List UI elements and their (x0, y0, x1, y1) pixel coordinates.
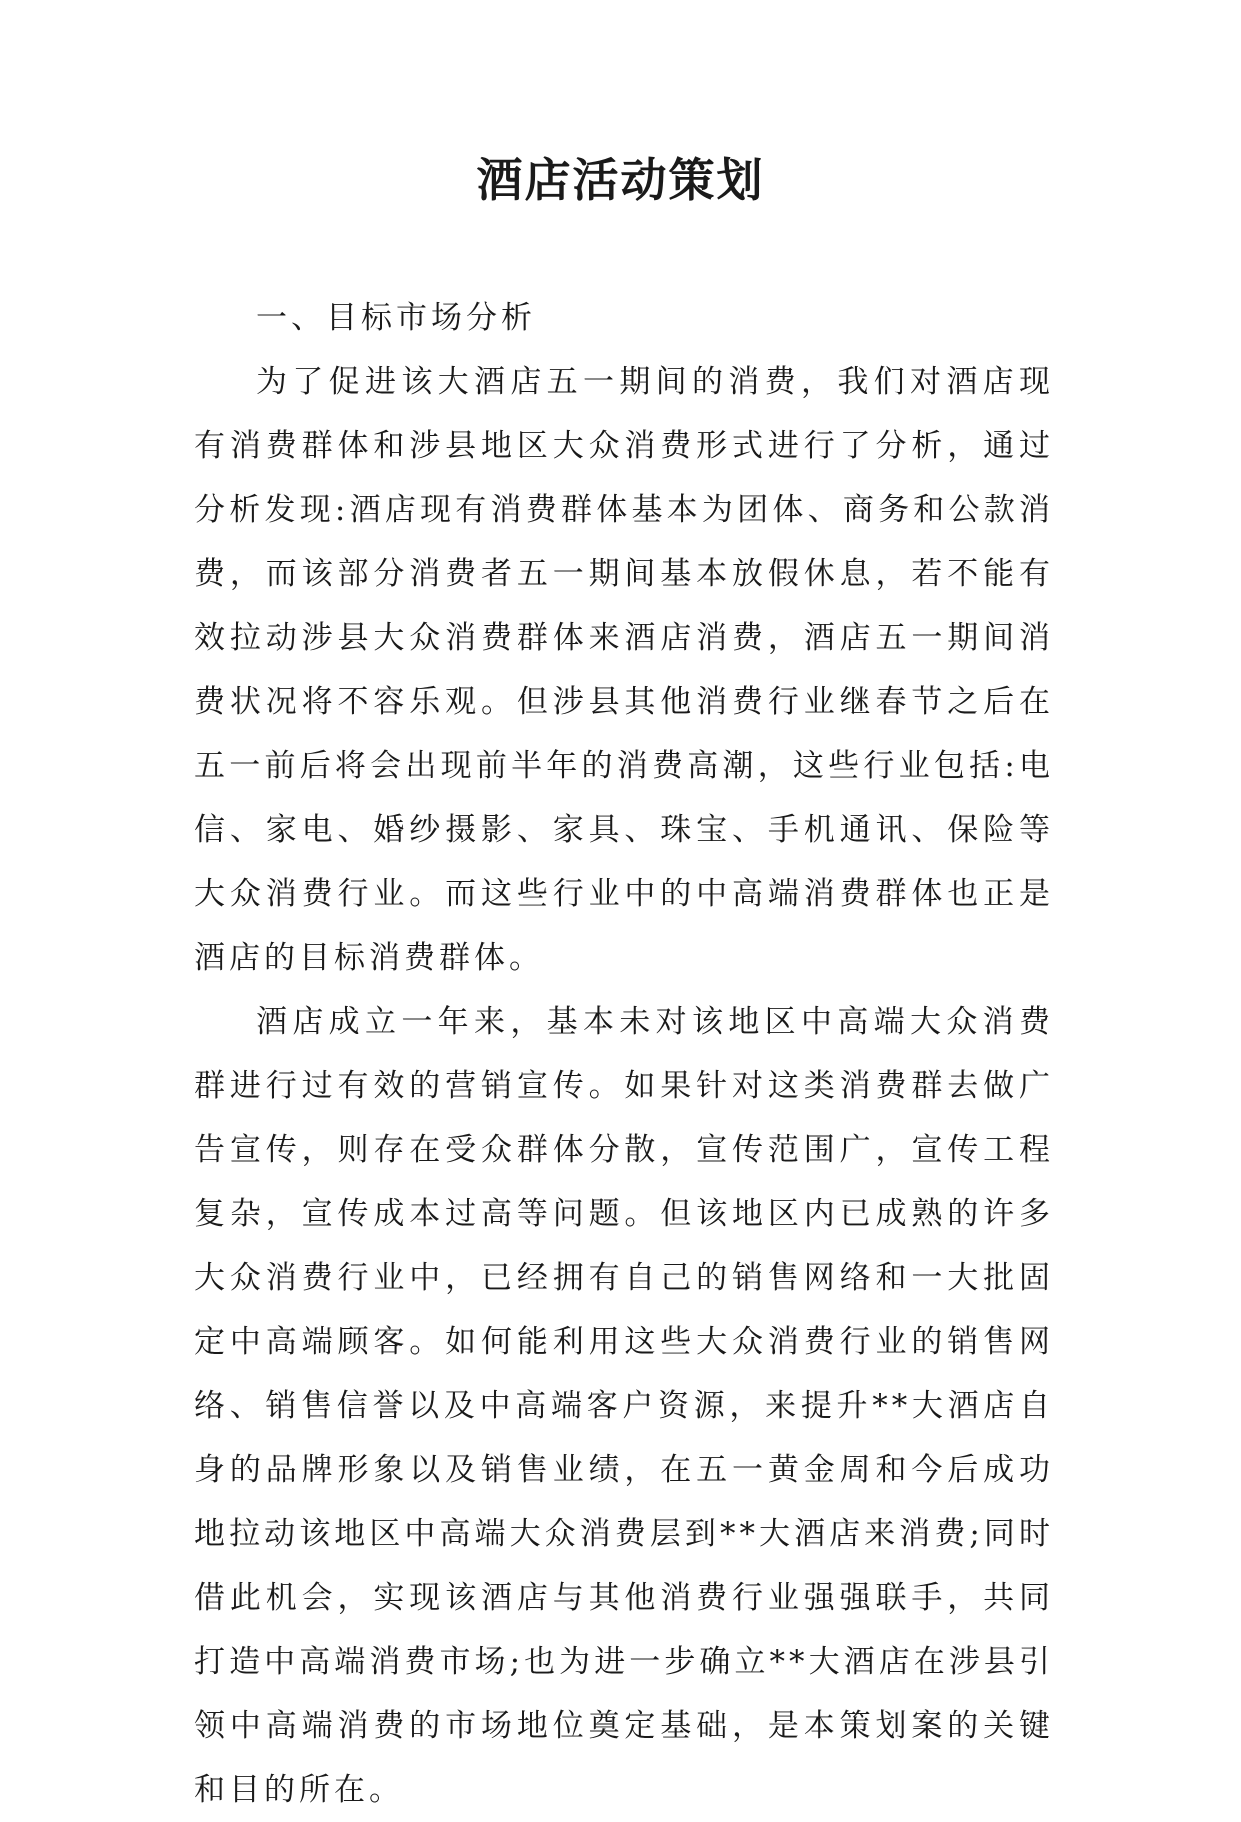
section-heading: 一、目标市场分析 (256, 300, 536, 336)
document-body (194, 286, 1054, 1822)
body-paragraph: 为了促进该大酒店五一期间的消费，我们对酒店现有消费群体和涉县地区大众消费形式进行了分析，通过分析发现:酒店现有消费群体基本为团体、商务和公款消费，而该部分消费者五一期间基本放假休息，若不能有效拉动涉县大众消费群体来酒店消费，酒店五一期间消费状况将不容乐观。但涉县其他消费行业继春节之后在五一前后将会出现前半年的消费高潮，这些行业包括:电信、家电、婚纱摄影、家具、珠宝、手机通讯、保险等大众消费行业。而这些行业中的中高端消费群体也正是酒店的目标消费群体。 (194, 364, 1054, 976)
document-title: 酒店活动策划 (476, 153, 765, 207)
body-paragraph: 酒店成立一年来，基本未对该地区中高端大众消费群进行过有效的营销宣传。如果针对这类消费群去做广告宣传，则存在受众群体分散，宣传范围广，宣传工程复杂，宣传成本过高等问题。但该地区内已成熟的许多大众消费行业中，已经拥有自己的销售网络和一大批固定中高端顾客。如何能利用这些大众消费行业的销售网络、销售信誉以及中高端客户资源，来提升**大酒店自身的品牌形象以及销售业绩，在五一黄金周和今后成功地拉动该地区中高端大众消费层到**大酒店来消费;同时借此机会，实现该酒店与其他消费行业强强联手，共同打造中高端消费市场;也为进一步确立**大酒店在涉县引领中高端消费的市场地位奠定基础，是本策划案的关键和目的所在。 (194, 1004, 1054, 1808)
